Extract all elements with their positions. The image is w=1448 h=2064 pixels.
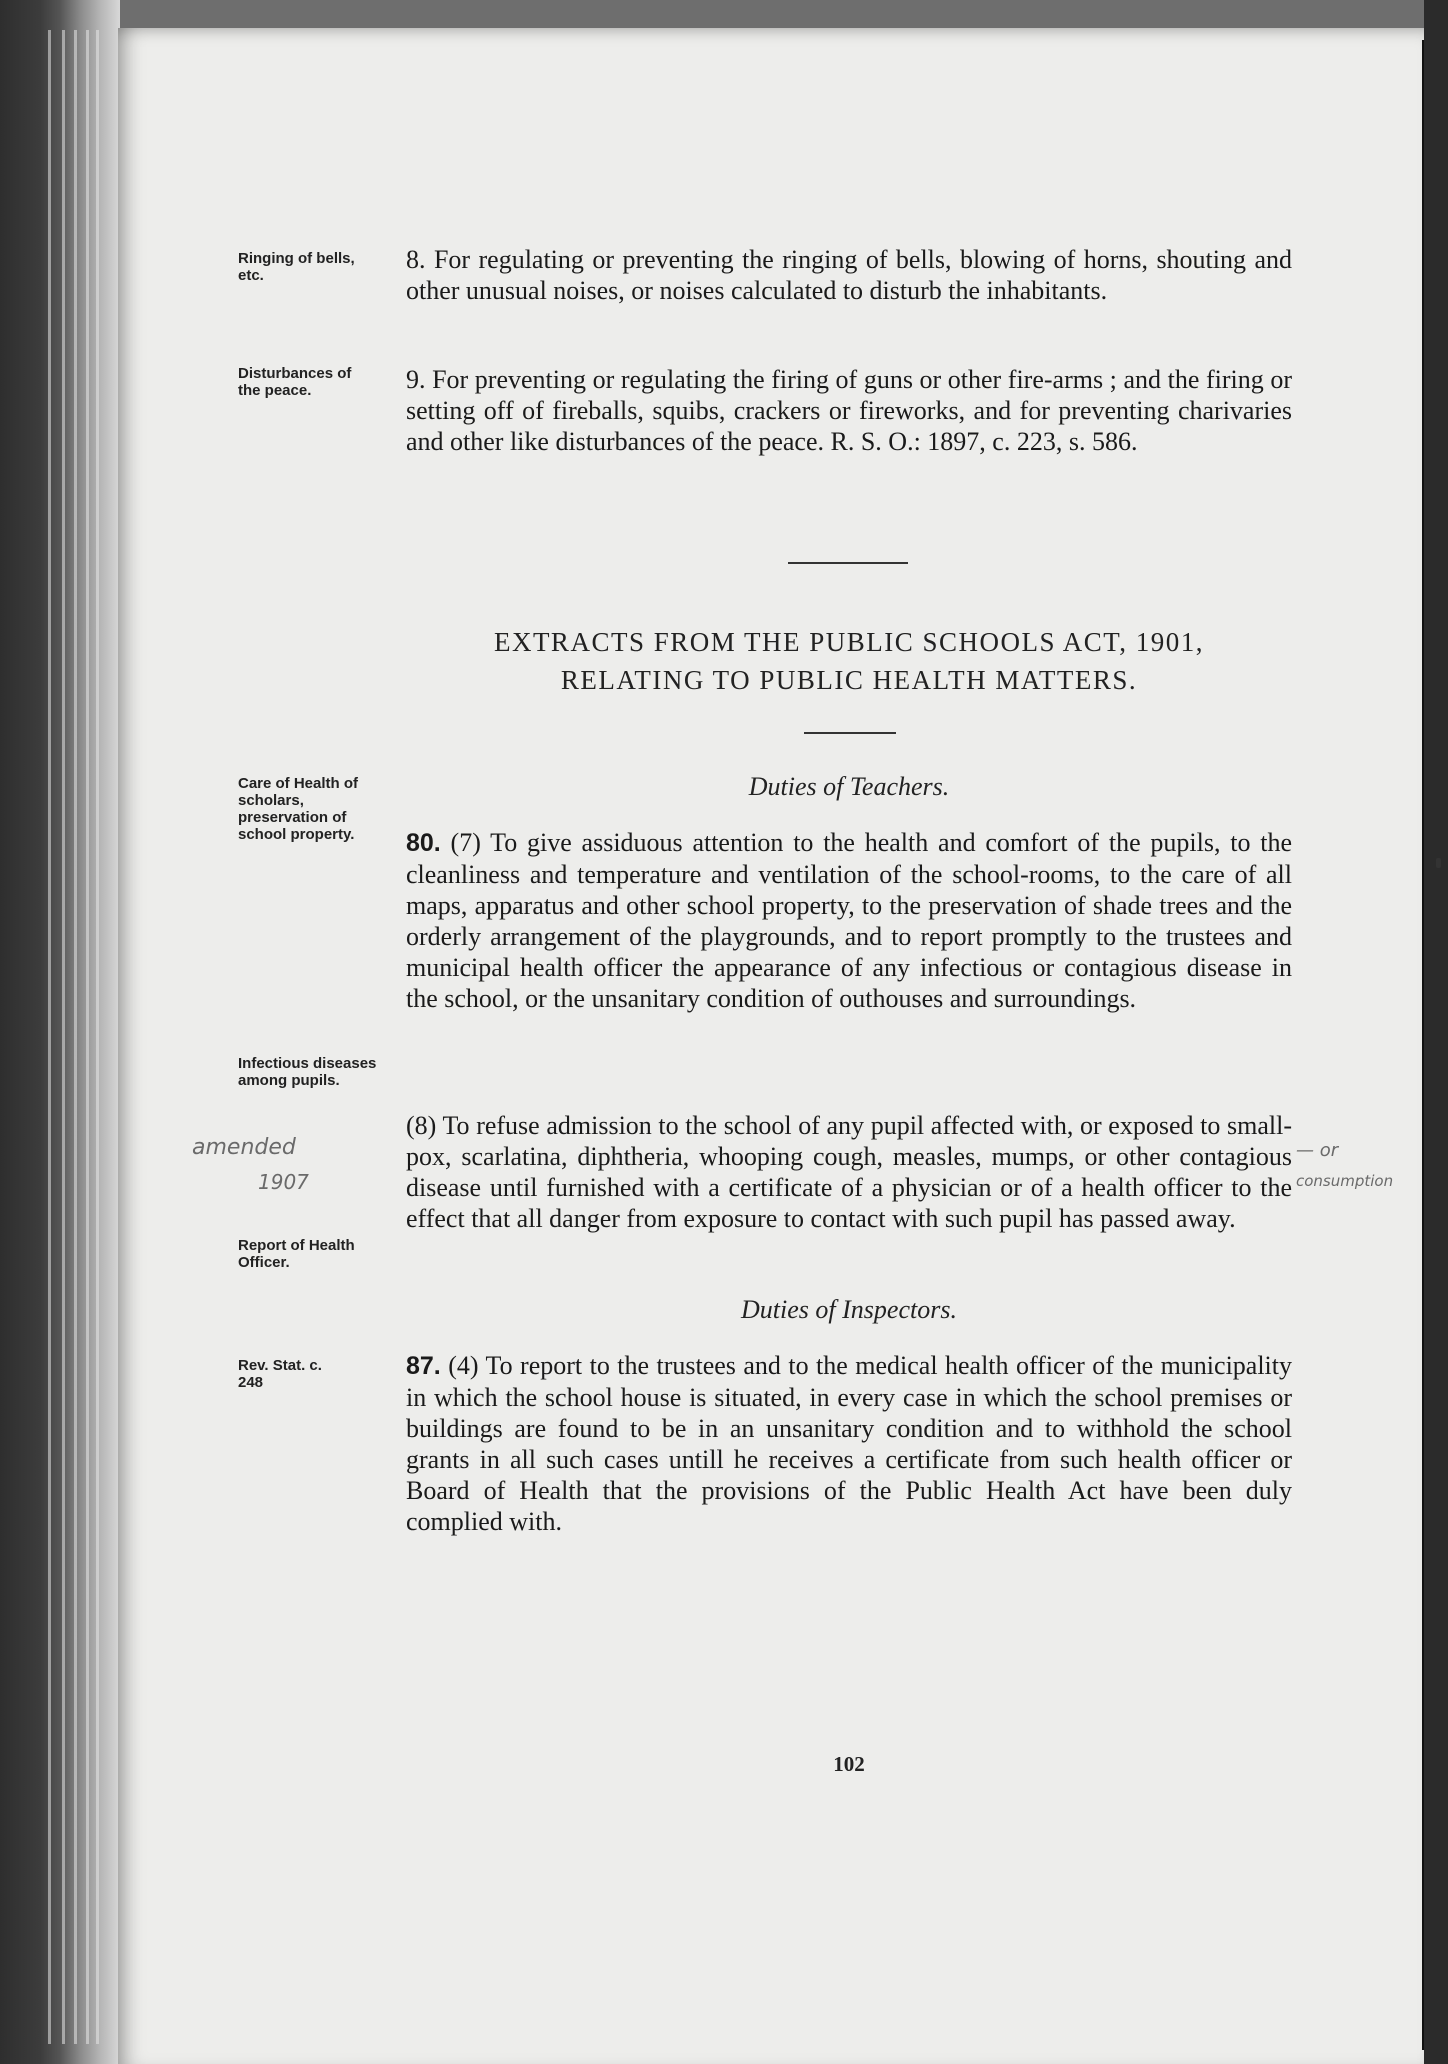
margin-note-care-of-health: Care of Health of scholars, preservation of school property. [238, 775, 359, 843]
right-page-gutter [1424, 0, 1448, 2064]
margin-note-rev-stat: Rev. Stat. c. 248 [238, 1357, 322, 1391]
section-number-80: 80. [406, 829, 441, 857]
section-divider [788, 562, 908, 564]
page-edge-line [86, 30, 89, 2044]
margin-note-ringing: Ringing of bells, etc. [238, 250, 355, 284]
margin-note-report: Report of Health Officer. [238, 1237, 355, 1271]
page-mark [1436, 858, 1441, 868]
handwritten-or: — or [1296, 1140, 1339, 1161]
section-87-text: (4) To report to the trustees and to the medical health officer of the municipality in which the school house is situated, in every case in which the school premises or buildings are found to be in an unsanitary condition and to withhold the school grants in all such cases untill he receives a certificate from such health officer or Board of Health that the provisions of the Public Health Act have been duly complied with. [406, 1351, 1293, 1536]
heading-divider [804, 732, 896, 734]
section-80-paragraph-7 [406, 827, 1292, 1014]
page-edge-line [48, 30, 51, 2044]
handwritten-amended: amended [192, 1135, 296, 1160]
subheading-duties-of-inspectors: Duties of Inspectors. [741, 1295, 957, 1324]
right-page-edge [1422, 40, 1424, 2050]
paragraph-9: 9. For preventing or regulating the firing of guns or other fire-arms ; and the firing or setting off of fireballs, squibs, crackers or fireworks, and for preventing charivaries and other like disturbances of the peace. R. S. O.: 1897, c. 223, s. 586. [406, 365, 1292, 456]
paragraph-8: 8. For regulating or preventing the ringing of bells, blowing of horns, shouting and other unusual noises, or noises calculated to disturb the inhabitants. [406, 245, 1292, 305]
section-heading-line-1: EXTRACTS FROM THE PUBLIC SCHOOLS ACT, 1901, [493, 627, 1205, 657]
book-page-edges [0, 0, 120, 2064]
section-80-paragraph-8: (8) To refuse admission to the school of any pupil affected with, or exposed to small-pox, scarlatina, diphtheria, whooping cough, measles, mumps, or other contagious disease until furnished with a certificate of a physician or of a health officer to the effect that all danger from exposure to contact with such pupil has passed away. [406, 1111, 1292, 1233]
margin-note-disturbances: Disturbances of the peace. [238, 365, 352, 399]
margin-note-infectious: Infectious diseases among pupils. [238, 1055, 377, 1089]
section-heading-line-2: RELATING TO PUBLIC HEALTH MATTERS. [560, 665, 1138, 695]
section-80-text: (7) To give assiduous attention to the health and comfort of the pupils, to the cleanliness and temperature and ventilation of the school-rooms, to the care of all maps, apparatus and other school property, to the preservation of shade trees and the orderly arrangement of the playgrounds, and to report promptly to the trustees and municipal health officer the appearance of any infectious or contagious disease in the school, or the unsanitary condition of outhouses and surroundings. [406, 828, 1292, 1013]
page-number: 102 [833, 1752, 865, 1776]
handwritten-consumption: consumption [1296, 1172, 1394, 1190]
page-edge-line [96, 30, 99, 2044]
subheading-duties-of-teachers: Duties of Teachers. [748, 772, 950, 801]
section-number-87: 87. [406, 1352, 441, 1380]
page-edge-line [74, 30, 77, 2044]
section-87-paragraph-4 [406, 1350, 1292, 1537]
page-edge-line [62, 30, 65, 2044]
handwritten-year: 1907 [258, 1170, 309, 1194]
